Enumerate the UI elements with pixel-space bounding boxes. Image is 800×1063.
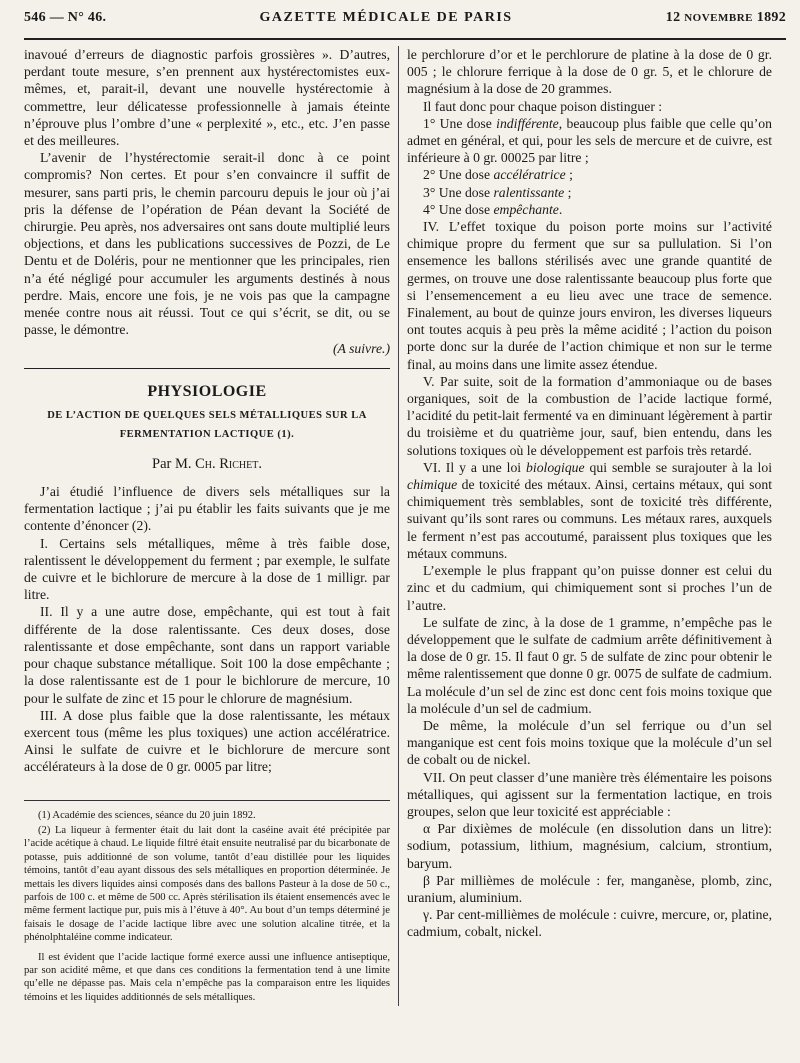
continued-paragraph: inavoué d’erreurs de diagnostic parfois grossières ». D’autres, perdant toute mesure, s’en prennent aux hystérectomistes eux-mêmes, et, parait-il, devant une nouvelle hystérectomie à commettre, leur délicatesse professionnelle à jamais éteinte n’éprouve plus l’ombre d’une « perplexité », etc., etc. J’en passe et des meilleures. [24, 47, 390, 149]
group-alpha: α Par dixièmes de molécule (en dissolution dans un litre): sodium, potassium, lithium, magnésium, calcium, strontium, baryum. [407, 821, 772, 871]
right-column [398, 46, 772, 1006]
section-title: PHYSIOLOGIE [147, 382, 267, 400]
point-ii: II. Il y a une autre dose, empêchante, qui est tout à fait différente de la dose ralentissante. Ces deux doses, dose ralentissante et dose empêchante, sont dans un rapport variable pour chaque substance métallique. Soit 100 la dose empêchante ; la dose ralentissante est de 1 pour le bichlorure de mercure, 10 pour le sulfate de zinc et 15 pour le chlorure de magnésium. [24, 604, 390, 706]
footnote-2-continued: Il est évident que l’acide lactique formé exerce aussi une influence antiseptique, par son acidité même, et que dans ces conditions la fermentation tend à une limite qu’elle ne dépasse pas. Mais cela n’empêche pas la comparaison entre les liquides témoins et les liquides additionnés de sels métalliques. [24, 951, 390, 1003]
author-prefix: Par M. [152, 455, 192, 472]
footnotes [24, 809, 390, 1005]
header-rule [24, 38, 786, 40]
group-gamma: γ. Par cent-millièmes de molécule : cuivre, mercure, or, platine, cadmium, cobalt, nickel. [407, 907, 772, 940]
point-i: I. Certains sels métalliques, même à très faible dose, ralentissent le développement du ferment ; par exemple, le sulfate de cuivre et le bichlorure de mercure à la dose de 1 milligr. par litre. [24, 535, 390, 603]
section-divider [24, 368, 390, 369]
point-iv: IV. L’effet toxique du poison porte moins sur l’activité chimique propre du ferment que sur sa pullulation. Si l’on ensemence les ballons stérilisés avec une grande quantité de germes, on trouve une dose ralentissante beaucoup plus forte que si l’ensemencement a eu lieu avec une trace de semence. Finalement, au bout de quinze jours environ, les diverses liqueurs ont toutes acquis à peu près la même acidité ; l’action du poison porte donc sur la durée de l’action chimique et non sur le terme final, au moins dans une limite assez étendue. [407, 219, 772, 372]
to-be-continued: (A suivre.) [332, 341, 390, 357]
paragraph-avenir: L’avenir de l’hystérectomie serait-il donc à ce point compromis? Non certes. Et pour s’en convaincre il suffit de mesurer, sans parti pris, le chemin parcouru depuis le jour où j’ai pris la défense de l’opération de Péan devant la Société de chirurgie. Peu après, nos adversaires ont sans doute multiplié leurs objections, et dans les publications successives de Pozzi, de Le Dentu et de Doléris, pour ne mentionner que les principales, rien n’a été négligé pour accumuler les arguments destinés à nous perdre. Mais, encore une fois, je ne vois pas que la campagne menée contre nous ait réussi. Tout ce qui s’écrit, se dit, ou se passe, le démontre. [24, 150, 390, 338]
author-name: Ch. Richet. [195, 455, 262, 472]
continued-point-iii: le perchlorure d’or et le perchlorure de platine à la dose de 0 gr. 005 ; le chlorure ferrique à la dose de 0 gr. 5, et le chlorure de magnésium à la dose de 20 grammes. [407, 47, 772, 97]
intro-paragraph: J’ai étudié l’influence de divers sels métalliques sur la fermentation lactique ; j’ai pu établir les faits suivants que je me contente d’énoncer (2). [24, 484, 390, 534]
date-day: 12 [665, 10, 681, 25]
dose-4: 4° Une dose empêchante. [423, 201, 563, 217]
page-header [24, 10, 786, 32]
point-vi: VI. Il y a une loi biologique qui semble se surajouter à la loi chimique de toxicité des métaux. Ainsi, certains métaux, qui sont chimiquement très semblables, sont de toxicité très différente, suivant qu’ils sont rares ou communs. Les métaux rares, auxquels le ferment n’est pas accoutumé, paraissent plus toxiques que les métaux communs. [407, 459, 773, 561]
zinc-paragraph: Le sulfate de zinc, à la dose de 1 gramme, n’empêche pas le développement que le sulfate de cadmium arrête définitivement à la dose de 0 gr. 15. Il faut 0 gr. 5 de sulfate de zinc pour obtenir le même ralentissement que donne 0 gr. 0075 de sulfate de cadmium. La molécule d’un sel de zinc est donc cent fois moins toxique que la molécule d’un sel de cadmium. [407, 614, 772, 716]
left-column [24, 46, 398, 1006]
date-month: NOVEMBRE [684, 12, 753, 24]
ferrique-paragraph: De même, la molécule d’un sel ferrique ou d’un sel manganique est cent fois moins toxique que la molécule d’un sel de cobalt ou de nickel. [407, 717, 772, 768]
issue-date [666, 10, 786, 26]
dose-2: 2° Une dose accélératrice ; [423, 167, 573, 183]
point-vii: VII. On peut classer d’une manière très élémentaire les poisons métalliques, qui agissent sur la fermentation lactique, en trois groupes, selon que leur toxicité est appréciable : [407, 769, 772, 819]
exemple-paragraph: L’exemple le plus frappant qu’on puisse donner est celui du zinc et du cadmium, qui chimiquement sont si proches l’un de l’autre. [407, 563, 772, 613]
article-author [24, 456, 390, 473]
journal-title: GAZETTE MÉDICALE DE PARIS [259, 10, 513, 25]
point-v: V. Par suite, soit de la formation d’ammoniaque ou de bases organiques, soit de la combustion de l’acide lactique formé, l’acidité du petit-lait fermenté va en diminuant légèrement à partir du troisième et du quatrième jour, sauf, bien entendu, dans les solutions toxiques où le développement est parfois très retardé. [407, 373, 772, 458]
dose-1: 1° Une dose indifférente, beaucoup plus faible que celle qu’on admet en général, et qui, pour les sels de mercure et de cuivre, est inférieure à 0 gr. 00025 par litre ; [407, 115, 772, 166]
two-column-body [24, 46, 786, 1006]
article-title-line-2: FERMENTATION LACTIQUE (1). [119, 428, 295, 440]
article-title-line-1: DE L’ACTION DE QUELQUES SELS MÉTALLIQUES SUR LA [47, 409, 367, 421]
footnote-2: (2) La liqueur à fermenter était du lait dont la caséine avait été précipitée par l’acide acétique à chaud. Le liquide filtré était ensuite neutralisé par du bicarbonate de potasse, puis additionné de son volume, tantôt d’eau distillée pour les liquides témoins, tantôt d’eau ayant dissous des sels métalliques en proportion déterminée. Je mettais les divers liquides ainsi composés dans des ballons Pasteur à la dose de 50 c., parfois de 100 c. et même de 500 cc. Après stérilisation ils étaient ensemencés avec le même ferment lactique pur, puis mis à l’étuve à 40°. Au bout d’un temps déterminé je faisais le dosage de l’acide lactique libre avec une solution alcaline titrée, et la phénolphtaléine comme indicateur. [24, 824, 390, 944]
point-iii: III. A dose plus faible que la dose ralentissante, les métaux exercent tous (même les plus toxiques) une action accélératrice. Ainsi le sulfate de cuivre et le bichlorure de mercure sont accélérateurs à la dose de 0 gr. 0005 par litre; [24, 707, 390, 775]
distinguer-paragraph: Il faut donc pour chaque poison distinguer : [423, 98, 663, 114]
footnote-divider [24, 800, 390, 801]
group-beta: β Par millièmes de molécule : fer, manganèse, plomb, zinc, uranium, aluminium. [407, 872, 772, 905]
dose-3: 3° Une dose ralentissante ; [423, 184, 572, 200]
date-year: 1892 [756, 10, 786, 25]
page-number: 546 — N° 46. [24, 10, 107, 25]
footnote-1: (1) Académie des sciences, séance du 20 juin 1892. [38, 809, 256, 821]
